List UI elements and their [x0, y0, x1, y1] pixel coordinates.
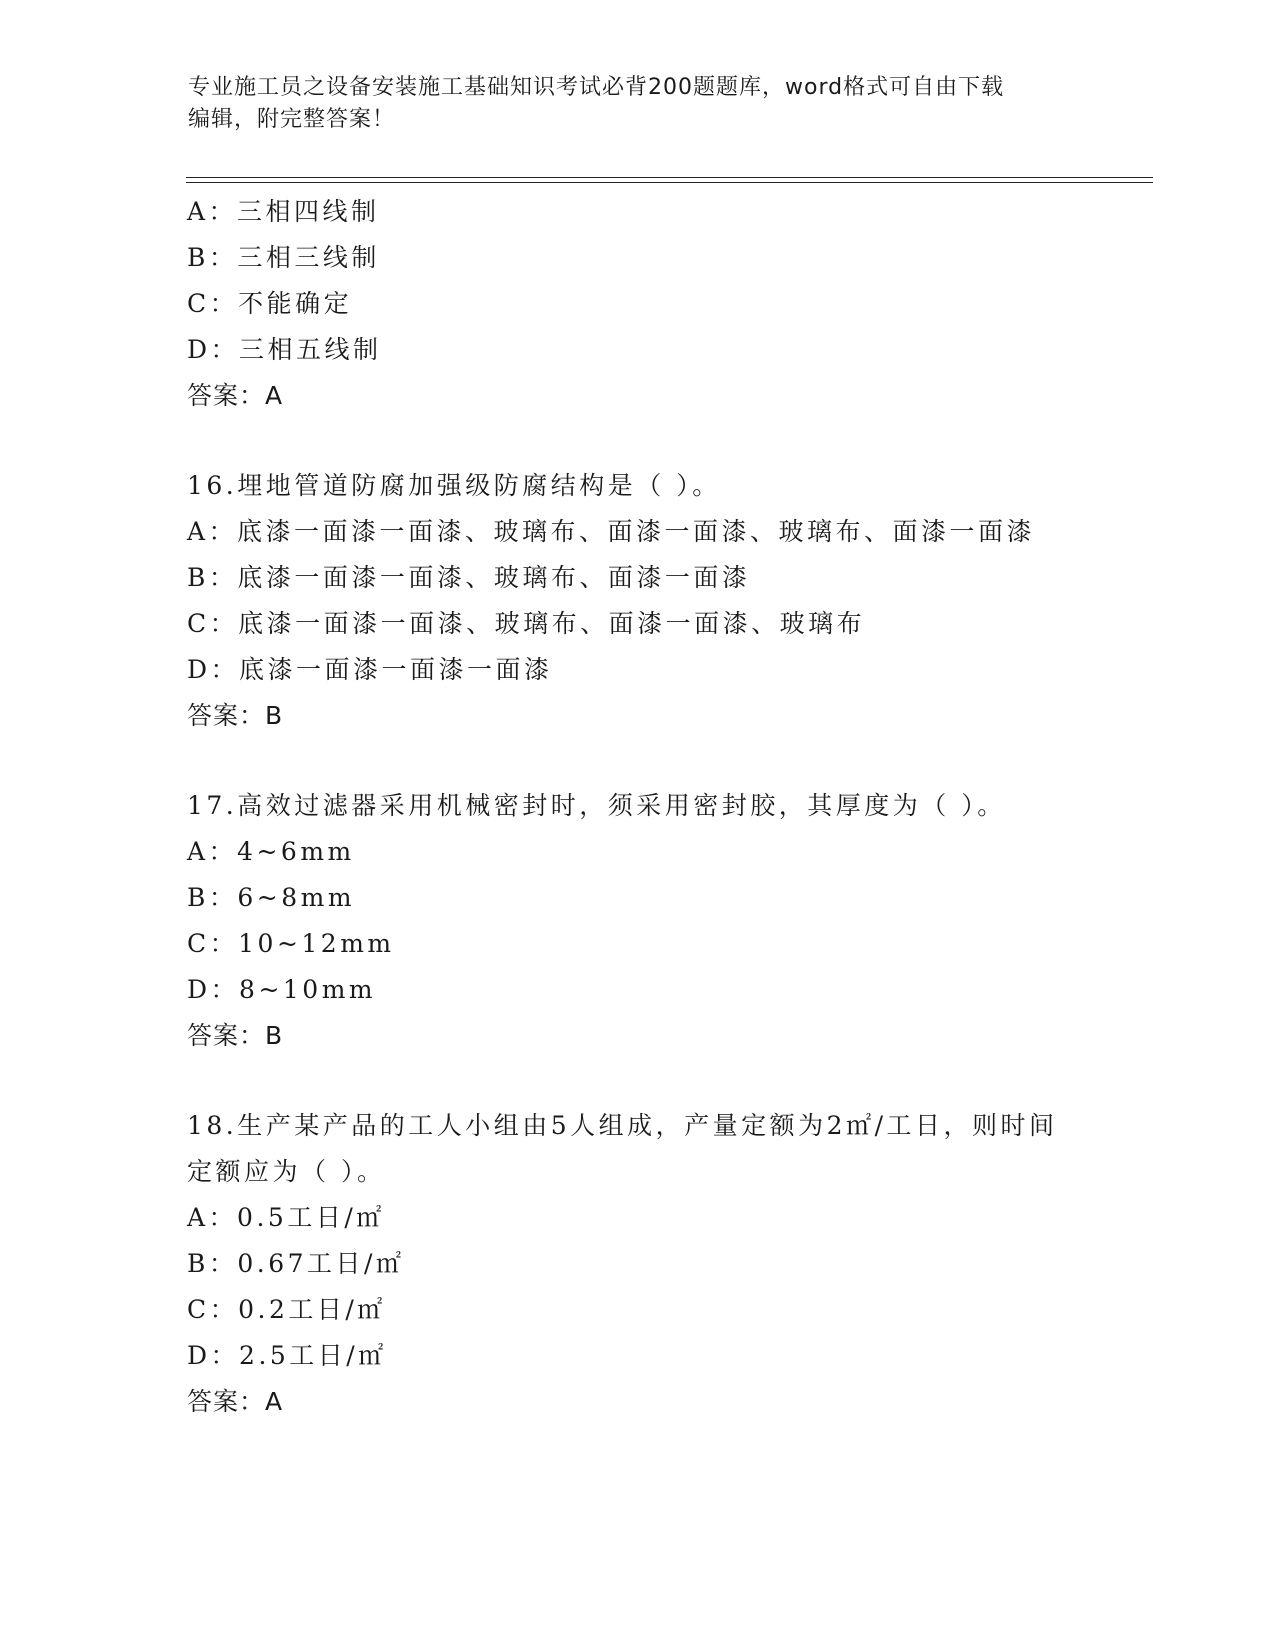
- answer-line: 答案：A: [187, 1387, 284, 1416]
- answer-line: 答案：A: [187, 381, 284, 410]
- header-divider-top: [186, 177, 1153, 178]
- option-b: B：6~8mm: [187, 883, 356, 912]
- option-a: A：底漆一面漆一面漆、玻璃布、面漆一面漆、玻璃布、面漆一面漆: [187, 517, 1036, 546]
- question-text: 17.高效过滤器采用机械密封时，须采用密封胶，其厚度为（ ）。: [187, 791, 1006, 820]
- question-text-line-1: 18.生产某产品的工人小组由5人组成，产量定额为2㎡/工日，则时间: [187, 1111, 1058, 1140]
- option-b: B：三相三线制: [187, 243, 380, 272]
- header-title-line-1: 专业施工员之设备安装施工基础知识考试必背200题题库，word格式可自由下载: [188, 75, 1005, 100]
- question-text-line-2: 定额应为（ ）。: [187, 1157, 386, 1186]
- question-block-15: [187, 189, 1147, 419]
- option-c: C：不能确定: [187, 289, 353, 318]
- option-c: C：10~12mm: [187, 929, 395, 958]
- document-header: [188, 72, 1088, 136]
- header-divider-bottom: [186, 182, 1153, 183]
- question-block-18: [187, 1103, 1147, 1425]
- question-list: [187, 189, 1147, 1425]
- option-d: D：三相五线制: [187, 335, 382, 364]
- option-a: A：4~6mm: [187, 837, 355, 866]
- answer-line: 答案：B: [187, 1021, 284, 1050]
- option-d: D：底漆一面漆一面漆一面漆: [187, 655, 553, 684]
- option-d: D：8~10mm: [187, 975, 377, 1004]
- question-text: 16.埋地管道防腐加强级防腐结构是（ ）。: [187, 471, 721, 500]
- option-b: B：底漆一面漆一面漆、玻璃布、面漆一面漆: [187, 563, 751, 592]
- header-title-line-2: 编辑，附完整答案！: [188, 107, 396, 132]
- answer-line: 答案：B: [187, 701, 284, 730]
- option-c: C：0.2工日/㎡: [187, 1295, 386, 1324]
- option-c: C：底漆一面漆一面漆、玻璃布、面漆一面漆、玻璃布: [187, 609, 866, 638]
- option-b: B：0.67工日/㎡: [187, 1249, 405, 1278]
- option-d: D：2.5工日/㎡: [187, 1341, 387, 1370]
- question-block-17: [187, 783, 1147, 1059]
- question-block-16: [187, 463, 1147, 739]
- option-a: A：三相四线制: [187, 197, 380, 226]
- option-a: A：0.5工日/㎡: [187, 1203, 385, 1232]
